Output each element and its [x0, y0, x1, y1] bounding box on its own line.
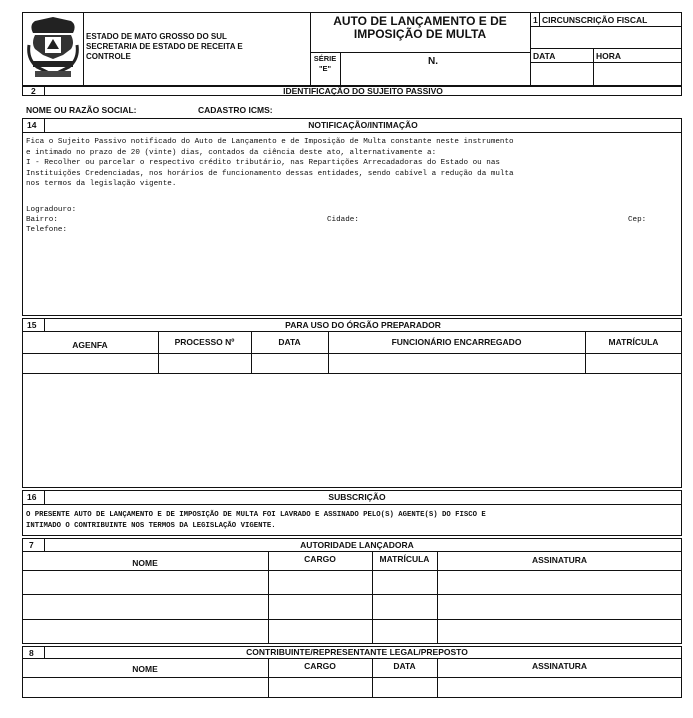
number-label: N. [428, 56, 438, 67]
serie-label: SÉRIE [313, 54, 337, 63]
section-title-identificacao: IDENTIFICAÇÃO DO SUJEITO PASSIVO [283, 86, 443, 96]
section-title-orgao-preparador: PARA USO DO ÓRGÃO PREPARADOR [285, 320, 441, 330]
section-number-8: 8 [29, 648, 34, 658]
section-title-notificacao: NOTIFICAÇÃO/INTIMAÇÃO [308, 120, 418, 130]
col-matricula: MATRÍCULA [379, 554, 430, 564]
section-title-autoridade: AUTORIDADE LANÇADORA [300, 540, 414, 550]
org-line: ESTADO DE MATO GROSSO DO SUL [86, 32, 227, 41]
hora-label: HORA [596, 51, 622, 61]
col-cargo: CARGO [304, 554, 336, 564]
col-data: DATA [393, 661, 416, 671]
col-processo: PROCESSO Nº [174, 337, 235, 347]
circunscricao-fiscal-label: CIRCUNSCRIÇÃO FISCAL [542, 15, 648, 25]
section-title-subscricao: SUBSCRIÇÃO [328, 492, 386, 502]
paragraph-line: Instituições Credenciadas, nos horários de funcionamento dessas entidades, sendo cabível a redução da multa [26, 169, 514, 178]
col-agenfa: AGENFA [72, 340, 108, 350]
section-number-15: 15 [27, 320, 37, 330]
cadastro-icms-label: CADASTRO ICMS: [198, 105, 273, 115]
form-title [312, 15, 528, 41]
form-title-line: IMPOSIÇÃO DE MULTA [353, 27, 487, 41]
paragraph-line: nos termos da legislação vigente. [26, 180, 177, 188]
col-cargo: CARGO [304, 661, 336, 671]
col-matricula: MATRÍCULA [608, 337, 659, 347]
section-number-16: 16 [27, 492, 37, 502]
nome-razao-social-label: NOME OU RAZÃO SOCIAL: [26, 105, 137, 115]
subscription-line: INTIMADO O CONTRIBUINTE NOS TERMOS DA LEGISLAÇÃO VIGENTE. [26, 521, 276, 530]
notification-paragraph [26, 137, 680, 190]
subscription-line: O PRESENTE AUTO DE LANÇAMENTO E DE IMPOSIÇÃO DE MULTA FOI LAVRADO E ASSINADO PELO(S) AGENTE(S) DO FISCO E [26, 511, 486, 519]
col-assinatura: ASSINATURA [531, 661, 588, 671]
col-nome: NOME [132, 558, 158, 568]
col-funcionario: FUNCIONÁRIO ENCARREGADO [391, 337, 522, 347]
data-label: DATA [533, 51, 556, 61]
col-nome: NOME [132, 664, 158, 674]
telefone-label: Telefone: [26, 226, 68, 234]
cidade-label: Cidade: [327, 216, 359, 224]
circ-number: 1 [533, 15, 538, 25]
col-assinatura: ASSINATURA [531, 555, 588, 565]
state-seal-icon [27, 15, 79, 81]
paragraph-line: Fica o Sujeito Passivo notificado do Auto de Lançamento e de Imposição de Multa constante neste instrumento [26, 138, 514, 146]
cep-label: Cep: [628, 216, 647, 224]
paragraph-line: e intimado no prazo de 20 (vinte) dias, contados da ciência deste ato, alternativamente a: [26, 148, 437, 157]
subscription-text [26, 510, 486, 531]
section-title-contribuinte: CONTRIBUINTE/REPRESENTANTE LEGAL/PREPOSTO [246, 647, 468, 657]
bairro-label: Bairro: [26, 216, 58, 224]
form-title-line: AUTO DE LANÇAMENTO E DE [333, 14, 507, 28]
org-line: CONTROLE [86, 52, 131, 61]
serie-value: "E" [318, 64, 332, 73]
paragraph-line: I - Recolher ou parcelar o respectivo crédito tributário, nas Repartições Arrecadadoras do Estado ou nas [26, 159, 500, 167]
section-number-14: 14 [27, 120, 37, 130]
section-number-7: 7 [29, 540, 34, 550]
org-line: SECRETARIA DE ESTADO DE RECEITA E [86, 42, 243, 51]
logradouro-label: Logradouro: [26, 206, 77, 214]
col-data: DATA [278, 337, 301, 347]
section-number-2: 2 [31, 86, 36, 96]
